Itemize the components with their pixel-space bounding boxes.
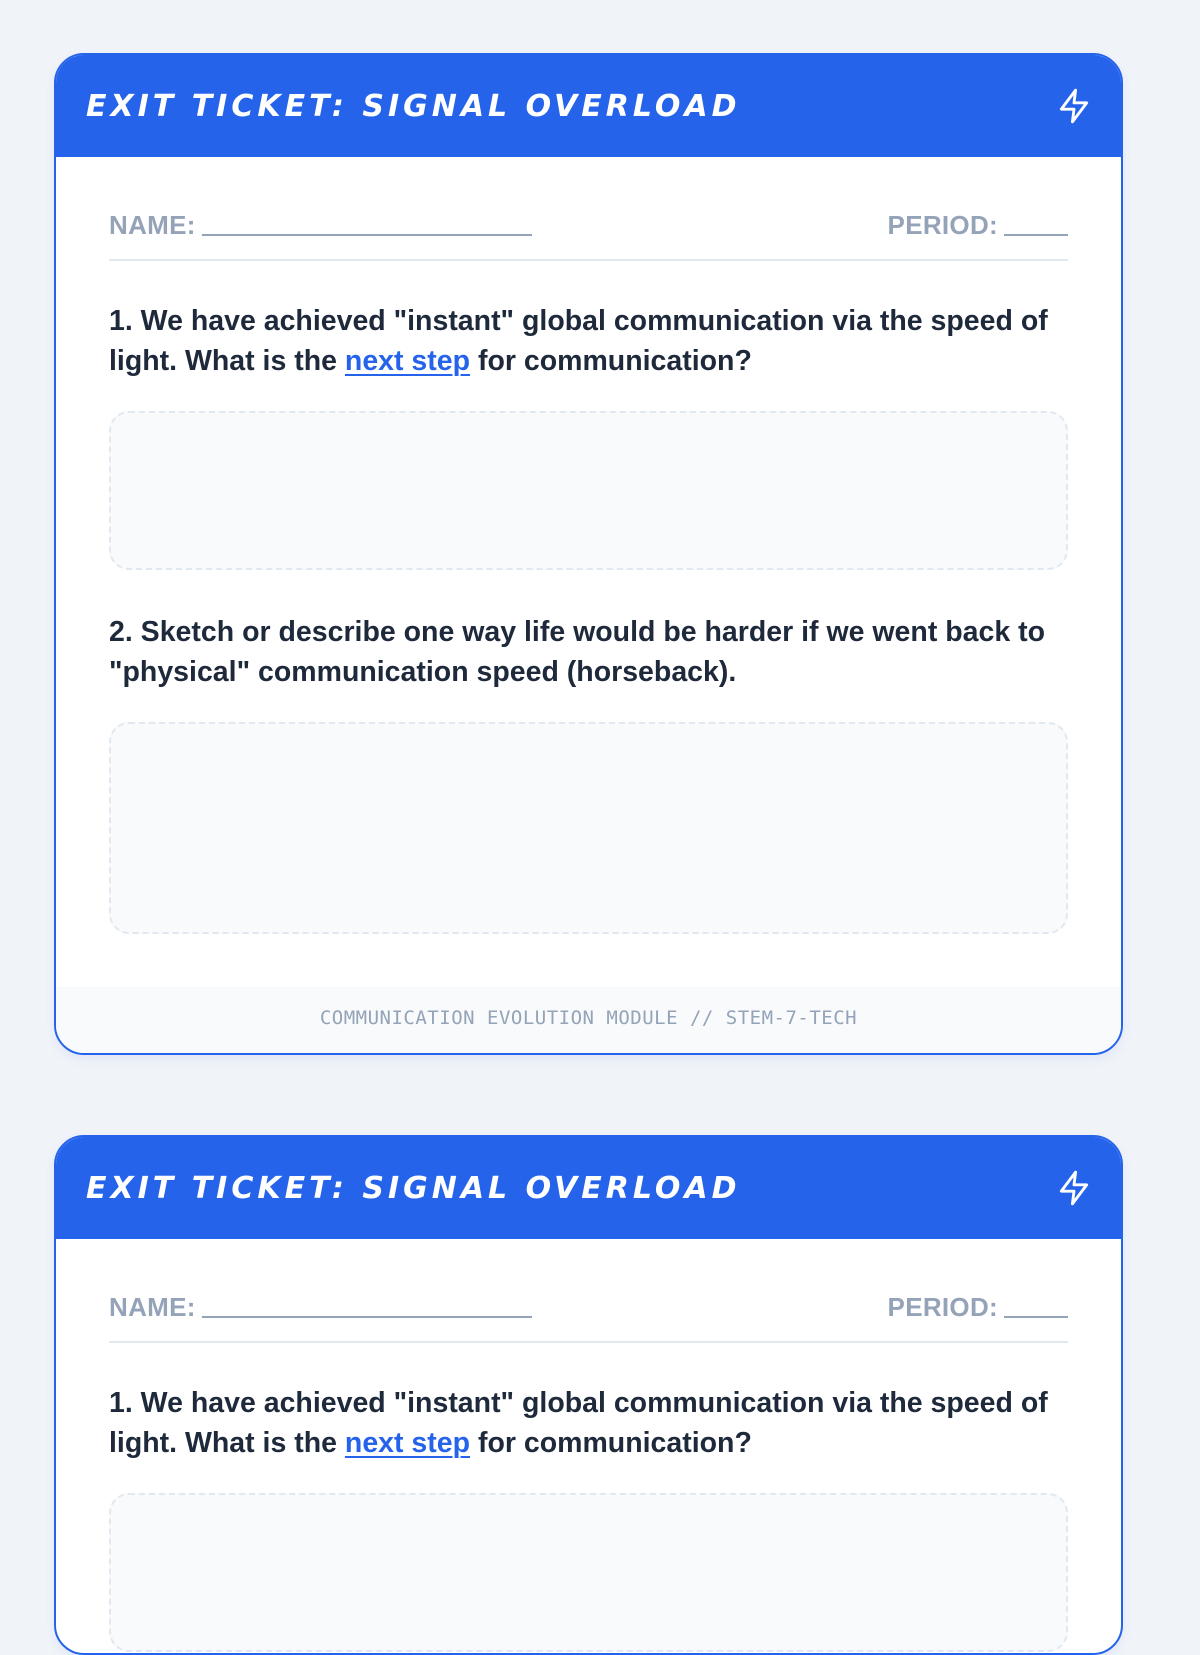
question-1-text: 1. We have achieved "instant" global communication via the speed of light. What is the bbox=[109, 305, 1048, 377]
card-body bbox=[56, 157, 1121, 934]
card-title: EXIT TICKET: SIGNAL OVERLOAD bbox=[86, 1170, 741, 1206]
lightning-bolt-icon bbox=[1055, 1169, 1093, 1207]
answer-box-2[interactable] bbox=[109, 722, 1068, 934]
student-info-row bbox=[109, 157, 1068, 261]
period-field[interactable] bbox=[888, 1292, 1068, 1323]
name-blank-line[interactable] bbox=[202, 1316, 532, 1318]
name-label: NAME: bbox=[109, 1292, 196, 1322]
period-field[interactable] bbox=[888, 210, 1068, 241]
card-header bbox=[56, 55, 1121, 157]
question-1 bbox=[109, 1343, 1068, 1463]
period-label: PERIOD: bbox=[887, 1292, 998, 1322]
next-step-link[interactable]: next step bbox=[344, 1427, 471, 1459]
next-step-link[interactable]: next step bbox=[344, 345, 471, 377]
answer-box-1[interactable] bbox=[109, 1493, 1068, 1652]
question-1 bbox=[109, 261, 1068, 381]
question-1-text: 1. We have achieved "instant" global communication via the speed of light. What is the bbox=[109, 1387, 1048, 1459]
name-label: NAME: bbox=[109, 210, 196, 240]
card-title: EXIT TICKET: SIGNAL OVERLOAD bbox=[86, 88, 741, 124]
name-blank-line[interactable] bbox=[202, 234, 532, 236]
exit-ticket-card bbox=[54, 1135, 1123, 1655]
student-info-row bbox=[109, 1239, 1068, 1343]
exit-ticket-card bbox=[54, 53, 1123, 1055]
lightning-bolt-icon bbox=[1055, 87, 1093, 125]
period-blank-line[interactable] bbox=[1004, 234, 1068, 236]
card-footer: COMMUNICATION EVOLUTION MODULE // STEM-7-TECH bbox=[56, 987, 1121, 1053]
name-field[interactable] bbox=[109, 210, 532, 241]
question-1-text-end: for communication? bbox=[470, 345, 752, 377]
question-1-text-end: for communication? bbox=[470, 1427, 752, 1459]
card-body bbox=[56, 1239, 1121, 1652]
period-label: PERIOD: bbox=[887, 210, 998, 240]
period-blank-line[interactable] bbox=[1004, 1316, 1068, 1318]
answer-box-1[interactable] bbox=[109, 411, 1068, 570]
card-header bbox=[56, 1137, 1121, 1239]
name-field[interactable] bbox=[109, 1292, 532, 1323]
question-2: 2. Sketch or describe one way life would be harder if we went back to "physical" communication speed (horseback). bbox=[109, 616, 1046, 688]
